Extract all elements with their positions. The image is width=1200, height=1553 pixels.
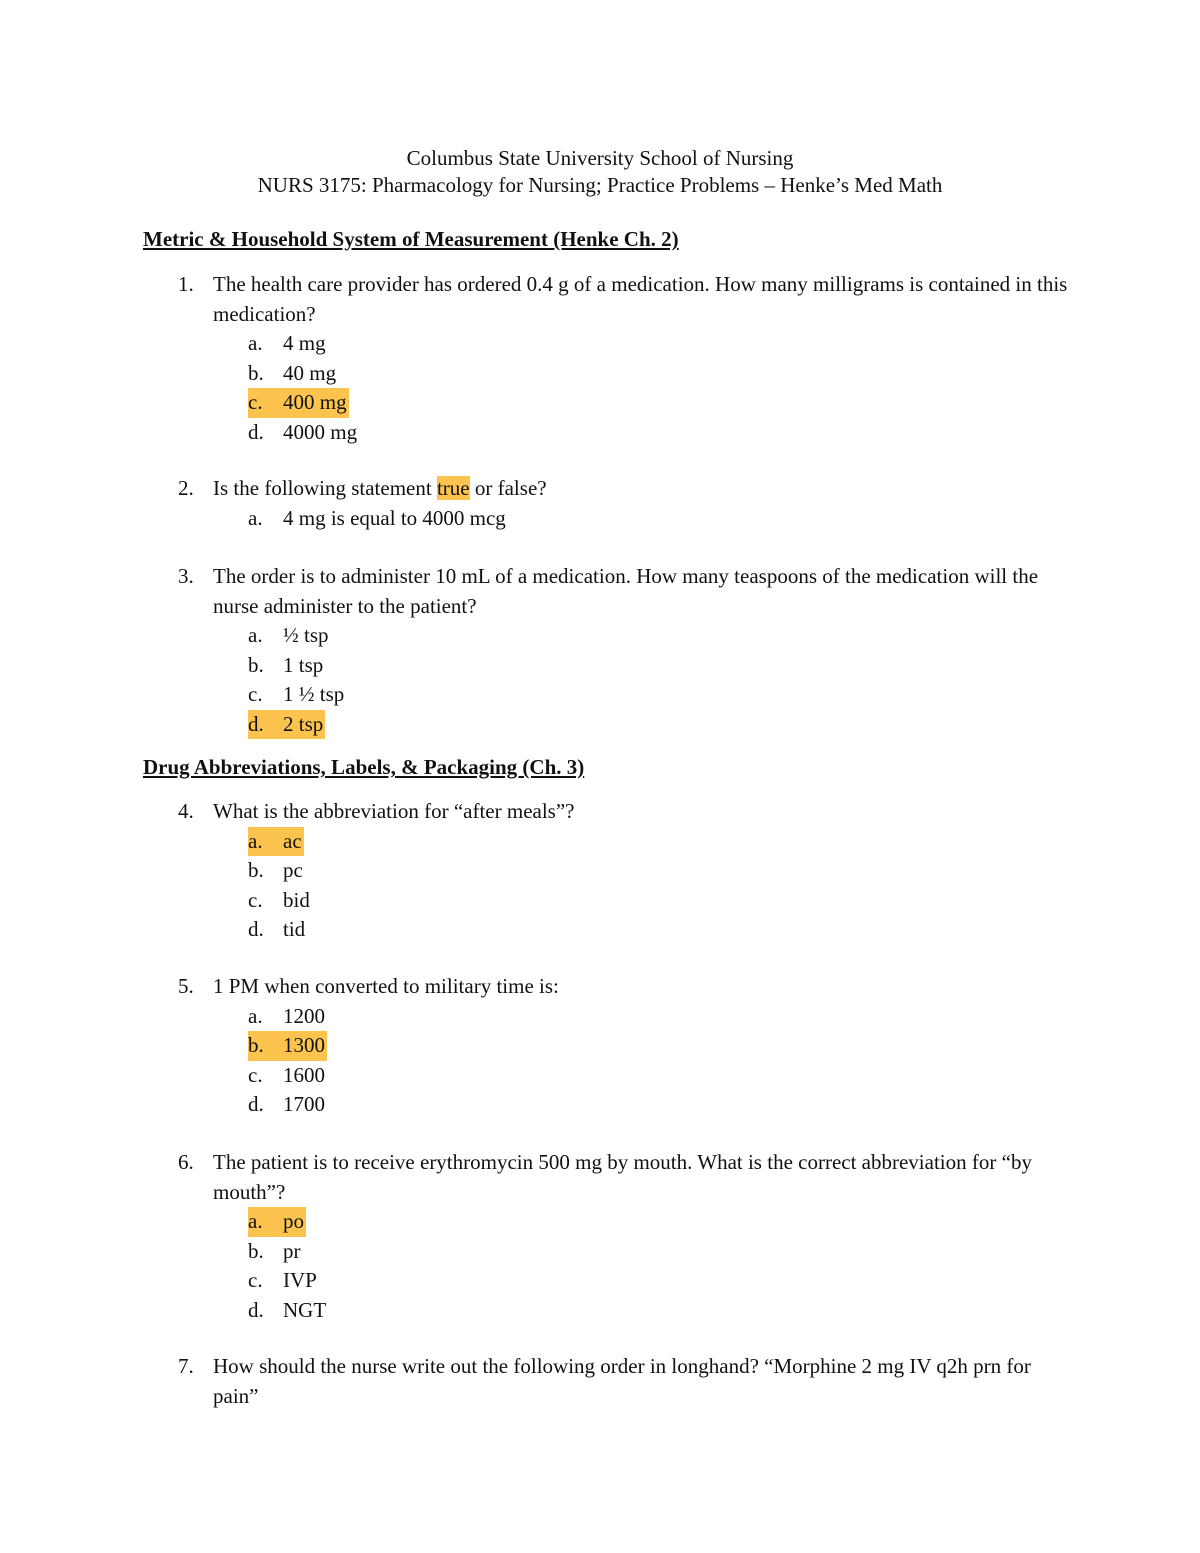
answer-option <box>0 1237 1200 1267</box>
option-letter: c. <box>248 1268 263 1292</box>
answer-option <box>0 1090 1200 1120</box>
answer-option <box>0 329 1200 359</box>
option-letter: a. <box>248 505 263 530</box>
answer-option <box>0 621 1200 651</box>
answer-options <box>0 504 1200 534</box>
option-letter: b. <box>248 1033 264 1057</box>
section-heading: Drug Abbreviations, Labels, & Packaging (Ch. 3) <box>143 755 585 779</box>
highlighted-answer-option <box>0 388 1200 418</box>
answer-option <box>0 418 1200 448</box>
option-letter: d. <box>248 711 264 736</box>
answer-option <box>0 680 1200 710</box>
answer-option <box>0 359 1200 389</box>
question-5 <box>0 972 1200 1120</box>
highlighted-answer-option <box>0 710 1200 740</box>
answer-option <box>0 1266 1200 1296</box>
highlighted-answer-option <box>0 827 1200 857</box>
option-text: 400 mg <box>283 390 347 414</box>
option-text: pr <box>283 1238 301 1263</box>
option-letter: c. <box>248 390 263 414</box>
question-1 <box>0 270 1200 447</box>
option-text: 1300 <box>283 1033 325 1057</box>
answer-options <box>0 329 1200 447</box>
question-7 <box>0 1352 1200 1411</box>
answer-options <box>0 1207 1200 1325</box>
question-number: 1. <box>178 272 194 296</box>
answer-option <box>0 1002 1200 1032</box>
question-number: 6. <box>178 1150 194 1174</box>
question-text: What is the abbreviation for “after meals”? <box>213 799 575 823</box>
question-text: The patient is to receive erythromycin 500 mg by mouth. What is the correct abbreviation for “by mouth”? <box>213 1150 1032 1204</box>
question-text: 1 PM when converted to military time is: <box>213 974 559 998</box>
option-text: 1200 <box>283 1003 325 1028</box>
answer-options <box>0 827 1200 945</box>
option-text: 40 mg <box>283 360 337 385</box>
option-text: bid <box>283 887 310 912</box>
question-4 <box>0 797 1200 945</box>
question-text-part: Is the following statement <box>213 476 437 500</box>
option-text: 2 tsp <box>283 711 324 736</box>
question-number: 4. <box>178 799 194 823</box>
question-number: 3. <box>178 564 194 588</box>
highlighted-answer-option <box>0 1031 1200 1061</box>
answer-option <box>0 1061 1200 1091</box>
option-letter: b. <box>248 360 264 385</box>
option-text: 4 mg is equal to 4000 mcg <box>283 505 506 530</box>
question-2 <box>0 474 1200 533</box>
option-letter: a. <box>248 331 263 355</box>
answer-option <box>0 504 1200 534</box>
answer-option <box>0 856 1200 886</box>
question-text <box>213 474 1073 504</box>
option-letter: a. <box>248 1209 263 1233</box>
option-letter: d. <box>248 419 264 444</box>
option-letter: a. <box>248 1003 263 1028</box>
highlighted-answer-option <box>0 1207 1200 1237</box>
answer-option <box>0 915 1200 945</box>
option-text: 1 ½ tsp <box>283 682 345 706</box>
question-text: The health care provider has ordered 0.4 g of a medication. How many milligrams is contained in this medication? <box>213 272 1068 326</box>
question-number: 2. <box>178 476 194 500</box>
option-text: ½ tsp <box>283 623 329 647</box>
option-text: 4000 mg <box>283 419 358 444</box>
option-text: NGT <box>283 1297 327 1322</box>
option-letter: a. <box>248 828 263 853</box>
question-text: How should the nurse write out the following order in longhand? “Morphine 2 mg IV q2h prn for pain” <box>213 1354 1031 1408</box>
option-letter: d. <box>248 1297 264 1322</box>
option-letter: b. <box>248 1238 264 1263</box>
option-letter: c. <box>248 887 263 912</box>
option-letter: d. <box>248 1092 264 1116</box>
document-subtitle: NURS 3175: Pharmacology for Nursing; Practice Problems – Henke’s Med Math <box>257 173 943 197</box>
option-letter: c. <box>248 682 263 706</box>
answer-option <box>0 886 1200 916</box>
highlighted-word: true <box>436 476 470 500</box>
document-title: Columbus State University School of Nursing <box>406 146 794 170</box>
question-6 <box>0 1148 1200 1325</box>
answer-options <box>0 1002 1200 1120</box>
option-letter: a. <box>248 623 263 647</box>
option-text: 1700 <box>283 1092 325 1116</box>
option-text: po <box>283 1209 304 1233</box>
question-text-part: or false? <box>469 476 547 500</box>
option-text: pc <box>283 858 303 882</box>
option-letter: c. <box>248 1062 263 1087</box>
answer-option <box>0 651 1200 681</box>
option-letter: b. <box>248 652 264 677</box>
question-3 <box>0 562 1200 739</box>
question-text: The order is to administer 10 mL of a medication. How many teaspoons of the medication will the nurse administer to the patient? <box>213 564 1039 618</box>
option-letter: b. <box>248 858 264 882</box>
option-text: 1600 <box>283 1062 325 1087</box>
option-text: tid <box>283 917 306 941</box>
answer-option <box>0 1296 1200 1326</box>
question-number: 5. <box>178 974 194 998</box>
question-number: 7. <box>178 1354 194 1378</box>
option-text: 4 mg <box>283 331 326 355</box>
option-letter: d. <box>248 917 264 941</box>
option-text: IVP <box>283 1268 317 1292</box>
answer-options <box>0 621 1200 739</box>
section-heading: Metric & Household System of Measurement (Henke Ch. 2) <box>143 227 679 251</box>
option-text: 1 tsp <box>283 652 324 677</box>
option-text: ac <box>283 828 302 853</box>
